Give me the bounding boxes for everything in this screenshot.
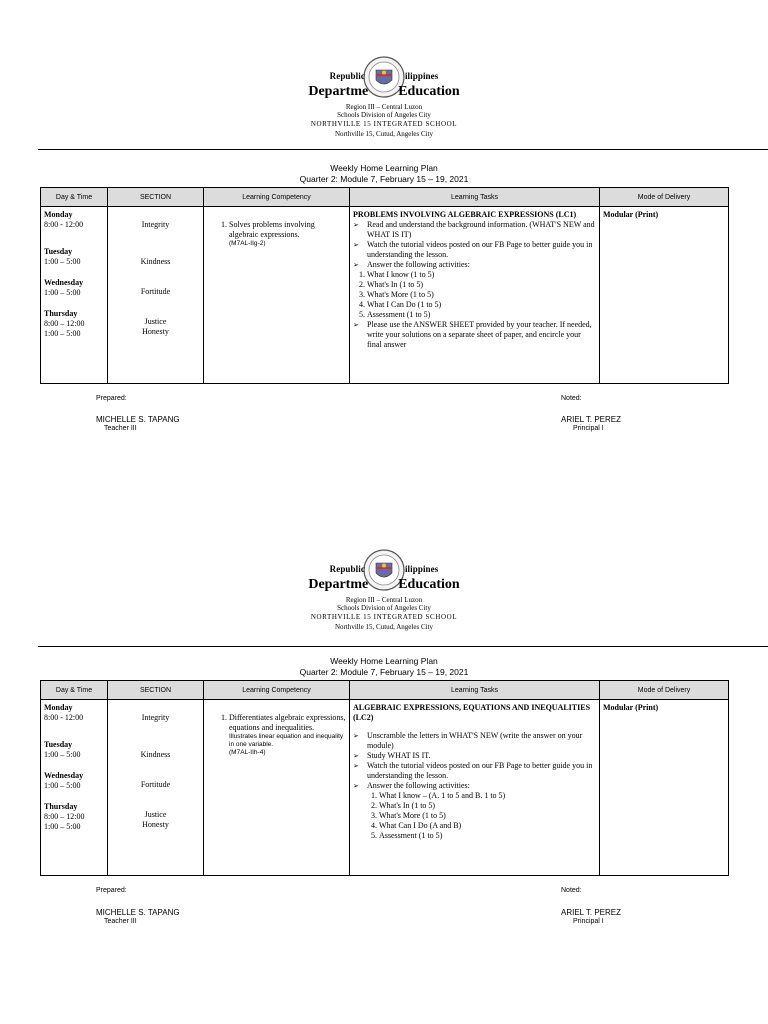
noted-block: Noted: ARIEL T. PEREZ Principal I — [561, 395, 622, 432]
competency-item: 1. Solves problems involving algebraic expressions. (M7AL-IIg-2) — [229, 220, 346, 248]
region-line: Region III – Central Luzon — [345, 103, 423, 111]
department-line: Departme Education — [308, 84, 460, 99]
letterhead — [0, 0, 768, 150]
mode-cell: Modular (Print) — [600, 700, 729, 876]
tasks-cell — [350, 700, 600, 876]
activity-item: 5. Assessment (1 to 5) — [379, 831, 596, 841]
header-divider — [38, 646, 768, 647]
header-section: SECTION — [108, 681, 204, 700]
task-bullet: ➢ Watch the tutorial videos posted on our FB Page to better guide you in understanding the lesson. — [353, 240, 596, 260]
division-line: Schools Division of Angeles City — [337, 111, 431, 119]
activity-item: 3. What's More (1 to 5) — [379, 811, 596, 821]
activity-item: 3. What's More (1 to 5) — [367, 290, 596, 300]
republic-line: Republic ilippines — [329, 564, 439, 574]
table-row — [41, 207, 729, 384]
activity-item: 2. What's In (1 to 5) — [367, 280, 596, 290]
header-divider — [38, 149, 768, 150]
plan-title: Weekly Home Learning Plan Quarter 2: Module 7, February 15 – 19, 2021 — [299, 656, 469, 677]
letterhead — [0, 493, 768, 643]
competency-item: 1. Differentiates algebraic expressions, equations and inequalities. Illustrates linear equation and inequality in one variable. (M7AL-IIh-4) — [229, 713, 346, 757]
activity-item: 1. What I know – (A. 1 to 5 and B. 1 to 5) — [379, 791, 596, 801]
competency-cell — [204, 207, 350, 384]
table-header-row — [41, 681, 729, 700]
address-line: Northville 15, Cutud, Angeles City — [335, 623, 433, 631]
noted-block: Noted: ARIEL T. PEREZ Principal I — [561, 887, 622, 925]
plan-title: Weekly Home Learning Plan Quarter 2: Module 7, February 15 – 19, 2021 — [299, 163, 469, 184]
task-bullet: ➢ Unscramble the letters in WHAT'S NEW (write the answer on your module) — [353, 731, 596, 751]
header-mode: Mode of Delivery — [600, 188, 729, 207]
activity-item: 4. What Can I Do (A and B) — [379, 821, 596, 831]
region-line: Region III – Central Luzon — [345, 596, 423, 604]
section-cell: Integrity Kindness Fortitude Justice Honesty — [108, 207, 204, 384]
table-row — [41, 700, 729, 876]
header-mode: Mode of Delivery — [600, 681, 729, 700]
address-line: Northville 15, Cutud, Angeles City — [335, 130, 433, 138]
prepared-block: Prepared: MICHELLE S. TAPANG Teacher III — [96, 887, 180, 925]
school-line: NORTHVILLE 15 INTEGRATED SCHOOL — [310, 120, 458, 128]
day-time-cell: Monday 8:00 - 12:00 Tuesday 1:00 – 5:00 Wednesday 1:00 – 5:00 Thursday 8:00 – 12:00 1:00 – 5:00 — [41, 207, 108, 384]
republic-line: Republic ilippines — [329, 71, 439, 81]
school-line: NORTHVILLE 15 INTEGRATED SCHOOL — [310, 613, 458, 621]
competency-cell — [204, 700, 350, 876]
activity-item: 5. Assessment (1 to 5) — [367, 310, 596, 320]
header-tasks: Learning Tasks — [350, 681, 600, 700]
header-section: SECTION — [108, 188, 204, 207]
department-line: Departme Education — [308, 577, 460, 592]
noted-name: ARIEL T. PEREZ — [561, 415, 622, 424]
noted-name: ARIEL T. PEREZ — [561, 908, 622, 917]
prepared-name: MICHELLE S. TAPANG — [96, 415, 180, 424]
header-competency: Learning Competency — [204, 188, 350, 207]
activity-item: 1. What I know (1 to 5) — [367, 270, 596, 280]
task-title: ALGEBRAIC EXPRESSIONS, EQUATIONS AND INEQUALITIES (LC2) — [353, 703, 591, 722]
day-time-cell: Monday 8:00 - 12:00 Tuesday 1:00 – 5:00 Wednesday 1:00 – 5:00 Thursday 8:00 – 12:00 1:00 – 5:00 — [41, 700, 108, 876]
task-bullet: ➢ Answer the following activities: — [353, 781, 596, 791]
task-title: PROBLEMS INVOLVING ALGEBRAIC EXPRESSIONS (LC1) — [353, 210, 577, 219]
task-bullet: ➢ Answer the following activities: — [353, 260, 596, 270]
table-header-row — [41, 188, 729, 207]
tasks-cell — [350, 207, 600, 384]
plan-table — [40, 680, 729, 876]
section-cell: Integrity Kindness Fortitude Justice Honesty — [108, 700, 204, 876]
task-bullet: ➢ Please use the ANSWER SHEET provided by your teacher. If needed, write your solutions on a separate sheet of paper, and encircle your final answer — [353, 320, 596, 350]
header-tasks: Learning Tasks — [350, 188, 600, 207]
mode-cell: Modular (Print) — [600, 207, 729, 384]
activity-item: 2. What's In (1 to 5) — [379, 801, 596, 811]
header-competency: Learning Competency — [204, 681, 350, 700]
prepared-block: Prepared: MICHELLE S. TAPANG Teacher III — [96, 395, 180, 432]
task-bullet: ➢ Read and understand the background information. (WHAT'S NEW and WHAT IS IT) — [353, 220, 596, 240]
task-bullet: ➢ Watch the tutorial videos posted on our FB Page to better guide you in understanding the lesson. — [353, 761, 596, 781]
header-day-time: Day & Time — [41, 188, 108, 207]
header-day-time: Day & Time — [41, 681, 108, 700]
task-bullet: ➢ Study WHAT IS IT. — [353, 751, 596, 761]
activity-item: 4. What I Can Do (1 to 5) — [367, 300, 596, 310]
division-line: Schools Division of Angeles City — [337, 604, 431, 612]
plan-table — [40, 187, 729, 384]
prepared-name: MICHELLE S. TAPANG — [96, 908, 180, 917]
